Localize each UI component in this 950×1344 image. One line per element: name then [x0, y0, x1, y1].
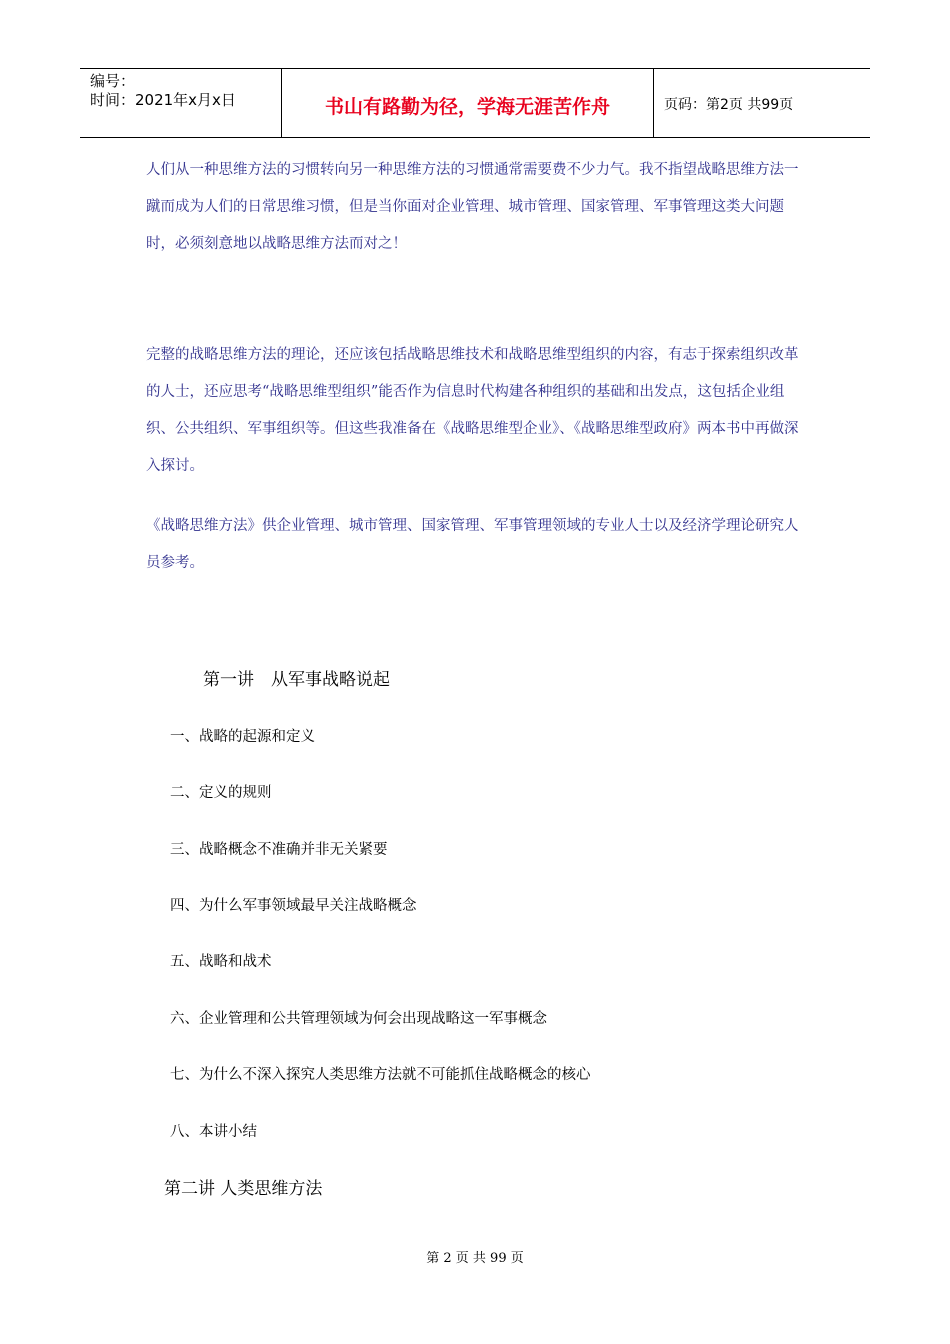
- page-header: [80, 68, 870, 138]
- lecture-2-title: 第二讲 人类思维方法: [164, 1179, 323, 1199]
- toc-item: 五、战略和战术: [170, 954, 272, 970]
- document-number-label: 编号：: [90, 72, 136, 90]
- body-paragraph-1: 人们从一种思维方法的习惯转向另一种思维方法的习惯通常需要费不少力气。我不指望战略思维方法一蹴而成为人们的日常思维习惯，但是当你面对企业管理、城市管理、国家管理、军事管理这类大问题时，必须刻意地以战略思维方法而对之！: [146, 162, 799, 252]
- toc-item: 四、为什么军事领域最早关注战略概念: [170, 898, 417, 914]
- body-paragraph-2: 完整的战略思维方法的理论，还应该包括战略思维技术和战略思维型组织的内容，有志于探索组织改革的人士，还应思考“战略思维型组织”能否作为信息时代构建各种组织的基础和出发点，这包括企业组织、公共组织、军事组织等。但这些我准备在《战略思维型企业》、《战略思维型政府》两本书中再做深入探讨。: [146, 347, 799, 474]
- lecture-1-title: 第一讲 从军事战略说起: [203, 670, 390, 690]
- body-paragraph-3: 《战略思维方法》供企业管理、城市管理、国家管理、军事管理领域的专业人士以及经济学理论研究人员参考。: [146, 518, 799, 571]
- toc-item: 二、定义的规则: [170, 785, 272, 801]
- header-motto: 书山有路勤为径，学海无涯苦作舟: [282, 69, 654, 137]
- toc-item: 六、企业管理和公共管理领域为何会出现战略这一军事概念: [170, 1011, 547, 1027]
- document-time-label: 时间：2021年x月x日: [90, 91, 236, 109]
- page-footer: 第 2 页 共 99 页: [426, 1251, 524, 1266]
- toc-item: 八、本讲小结: [170, 1124, 257, 1140]
- toc-item: 三、战略概念不准确并非无关紧要: [170, 842, 388, 858]
- header-meta: [80, 69, 282, 137]
- toc-item: 一、战略的起源和定义: [170, 729, 315, 745]
- toc-item: 七、为什么不深入探究人类思维方法就不可能抓住战略概念的核心: [170, 1067, 591, 1083]
- header-page-info: 页码：第2页 共99页: [664, 97, 794, 113]
